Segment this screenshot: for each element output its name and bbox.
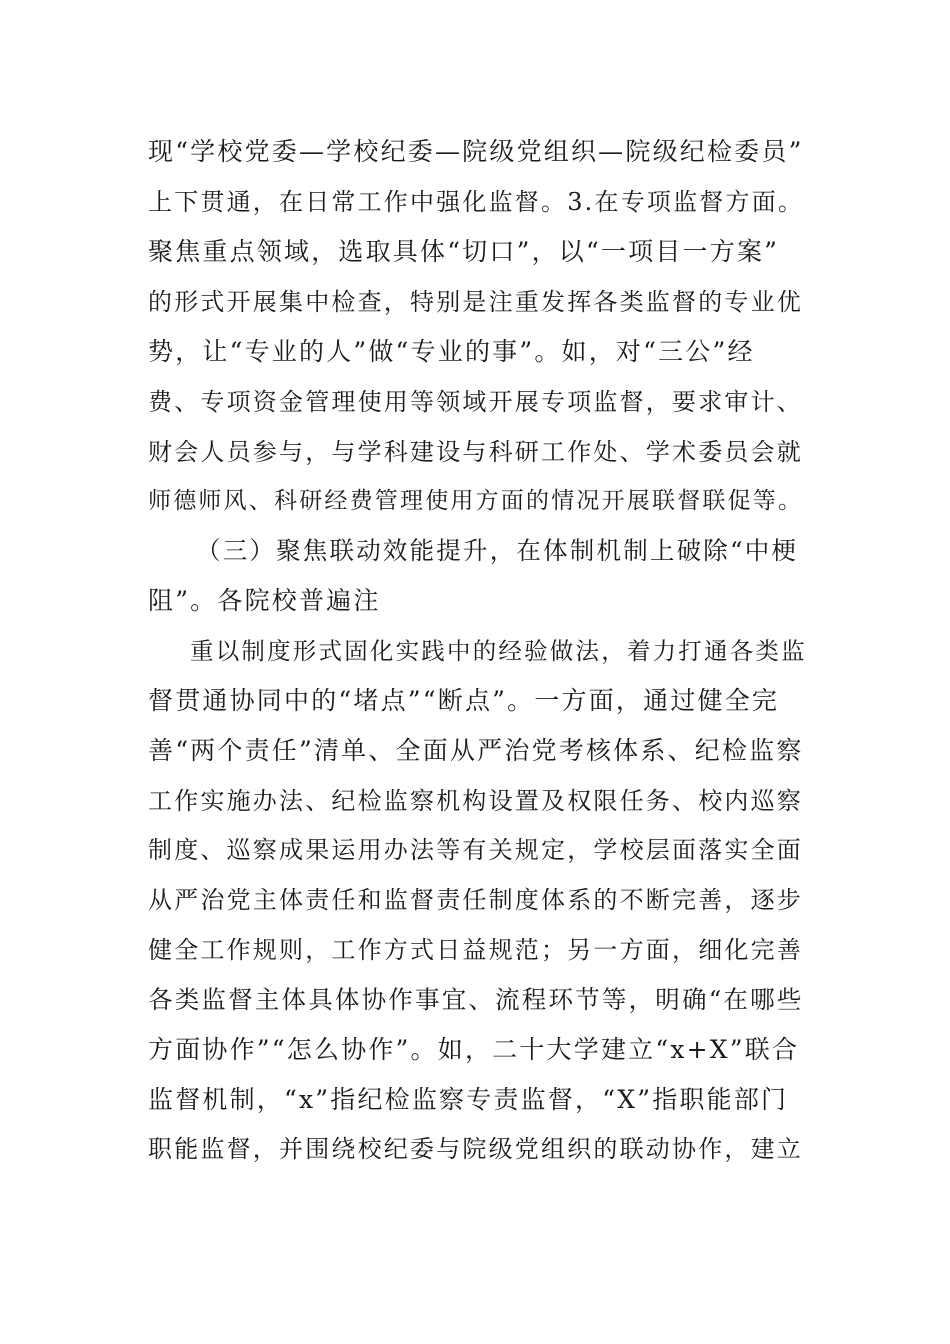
text-line: 制度、巡察成果运用办法等有关规定，学校层面落实全面 (148, 836, 803, 864)
text-line: 方面协作”“怎么协作”。如，二十大学建立“x+X”联合 (148, 1035, 800, 1064)
section-heading: （三）聚焦联动效能提升，在体制机制上破除“中梗 (196, 536, 799, 565)
paragraph-first-line: 重以制度形式固化实践中的经验做法，着力打通各类监 (190, 637, 807, 665)
text-line: 现“学校党委—学校纪委—院级党组织—院级纪检委员” (148, 137, 804, 166)
text-line: 的形式开展集中检查，特别是注重发挥各类监督的专业优 (148, 288, 803, 316)
text-line: 从严治党主体责任和监督责任制度体系的不断完善，逐步 (148, 886, 803, 914)
text-line: 聚焦重点领域，选取具体“切口”，以“一项目一方案” (148, 237, 780, 266)
text-line: 财会人员参与，与学科建设与科研工作处、学术委员会就 (148, 438, 803, 466)
text-line: 职能监督，并围绕校纪委与院级党组织的联动协作，建立 (148, 1135, 803, 1163)
text-line: 师德师风、科研经费管理使用方面的情况开展联督联促等。 (148, 488, 804, 514)
text-line: 上下贯通，在日常工作中强化监督。3.在专项监督方面。 (148, 188, 805, 216)
text-line: 势，让“专业的人”做“专业的事”。如，对“三公”经 (148, 337, 755, 366)
text-line: 健全工作规则，工作方式日益规范；另一方面，细化完善 (148, 936, 803, 964)
text-line: 督贯通协同中的“堵点”“断点”。一方面，通过健全完 (148, 686, 780, 715)
text-line: 工作实施办法、纪检监察机构设置及权限任务、校内巡察 (148, 787, 803, 815)
section-heading-continuation: 阻”。各院校普遍注 (148, 586, 381, 615)
text-line: 费、专项资金管理使用等领域开展专项监督，要求审计、 (148, 388, 803, 416)
text-line: 各类监督主体具体协作事宜、流程环节等，明确“在哪些 (148, 985, 804, 1014)
text-line: 善“两个责任”清单、全面从严治党考核体系、纪检监察 (148, 736, 804, 765)
text-line: 监督机制，“x”指纪检监察专责监督，“X”指职能部门 (148, 1085, 789, 1114)
